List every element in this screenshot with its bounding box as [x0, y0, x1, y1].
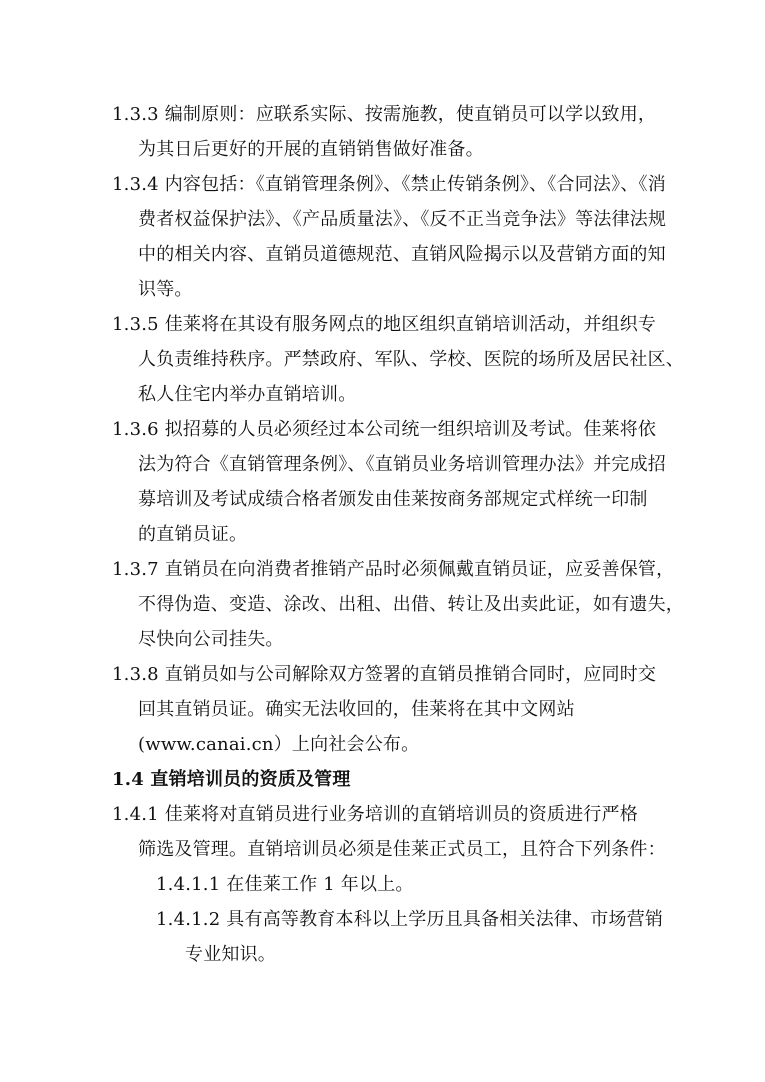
clause-1-3-4-line-4: 识等。: [138, 279, 193, 300]
clause-1-3-8-line-2: 回其直销员证。确实无法收回的，佳莱将在其中文网站: [138, 699, 575, 720]
clause-1-4-1-line-1: 1.4.1 佳莱将对直销员进行业务培训的直销培训员的资质进行严格: [112, 804, 638, 825]
clause-1-4-1-2-line-1: 1.4.1.2 具有高等教育本科以上学历且具备相关法律、市场营销: [156, 909, 664, 930]
clause-1-3-6-line-1: 1.3.6 拟招募的人员必须经过本公司统一组织培训及考试。佳莱将依: [112, 419, 657, 440]
clause-1-4-1-1-line-1: 1.4.1.1 在佳莱工作 1 年以上。: [156, 874, 414, 895]
clause-1-3-4-line-2: 费者权益保护法》、《产品质量法》、《反不正当竞争法》等法律法规: [138, 209, 667, 230]
clause-1-3-5-line-1: 1.3.5 佳莱将在其设有服务网点的地区组织直销培训活动，并组织专: [112, 314, 657, 335]
clause-1-3-4-line-3: 中的相关内容、直销员道德规范、直销风险揭示以及营销方面的知: [138, 244, 666, 265]
clause-1-3-5-line-3: 私人住宅内举办直销培训。: [138, 384, 357, 405]
clause-1-4-1-line-2: 筛选及管理。直销培训员必须是佳莱正式员工，且符合下列条件：: [138, 839, 666, 860]
section-heading-1-4: 1.4 直销培训员的资质及管理: [112, 769, 351, 790]
clause-1-3-8-line-3: (www.canai.cn）上向社会公布。: [138, 734, 420, 755]
clause-1-3-7-line-2: 不得伪造、变造、涂改、出租、出借、转让及出卖此证，如有遗失，: [138, 594, 684, 615]
clause-1-3-5-line-2: 人负责维持秩序。严禁政府、军队、学校、医院的场所及居民社区、: [138, 349, 684, 370]
clause-1-3-4-line-1: 1.3.4 内容包括：《直销管理条例》、《禁止传销条例》、《合同法》、《消: [112, 174, 666, 195]
clause-1-3-6-line-4: 的直销员证。: [138, 524, 248, 545]
clause-1-3-3-line-1: 1.3.3 编制原则：应联系实际、按需施教，使直销员可以学以致用，: [112, 104, 657, 125]
clause-1-3-8-line-1: 1.3.8 直销员如与公司解除双方签署的直销员推销合同时，应同时交: [112, 664, 657, 685]
clause-1-3-6-line-3: 募培训及考试成绩合格者颁发由佳莱按商务部规定式样统一印制: [138, 489, 648, 510]
clause-1-4-1-2-line-2: 专业知识。: [185, 944, 276, 965]
clause-1-3-6-line-2: 法为符合《直销管理条例》、《直销员业务培训管理办法》并完成招: [138, 454, 666, 475]
clause-1-3-7-line-1: 1.3.7 直销员在向消费者推销产品时必须佩戴直销员证，应妥善保管，: [112, 559, 675, 580]
clause-1-3-7-line-3: 尽快向公司挂失。: [138, 629, 284, 650]
clause-1-3-3-line-2: 为其日后更好的开展的直销销售做好准备。: [138, 139, 484, 160]
